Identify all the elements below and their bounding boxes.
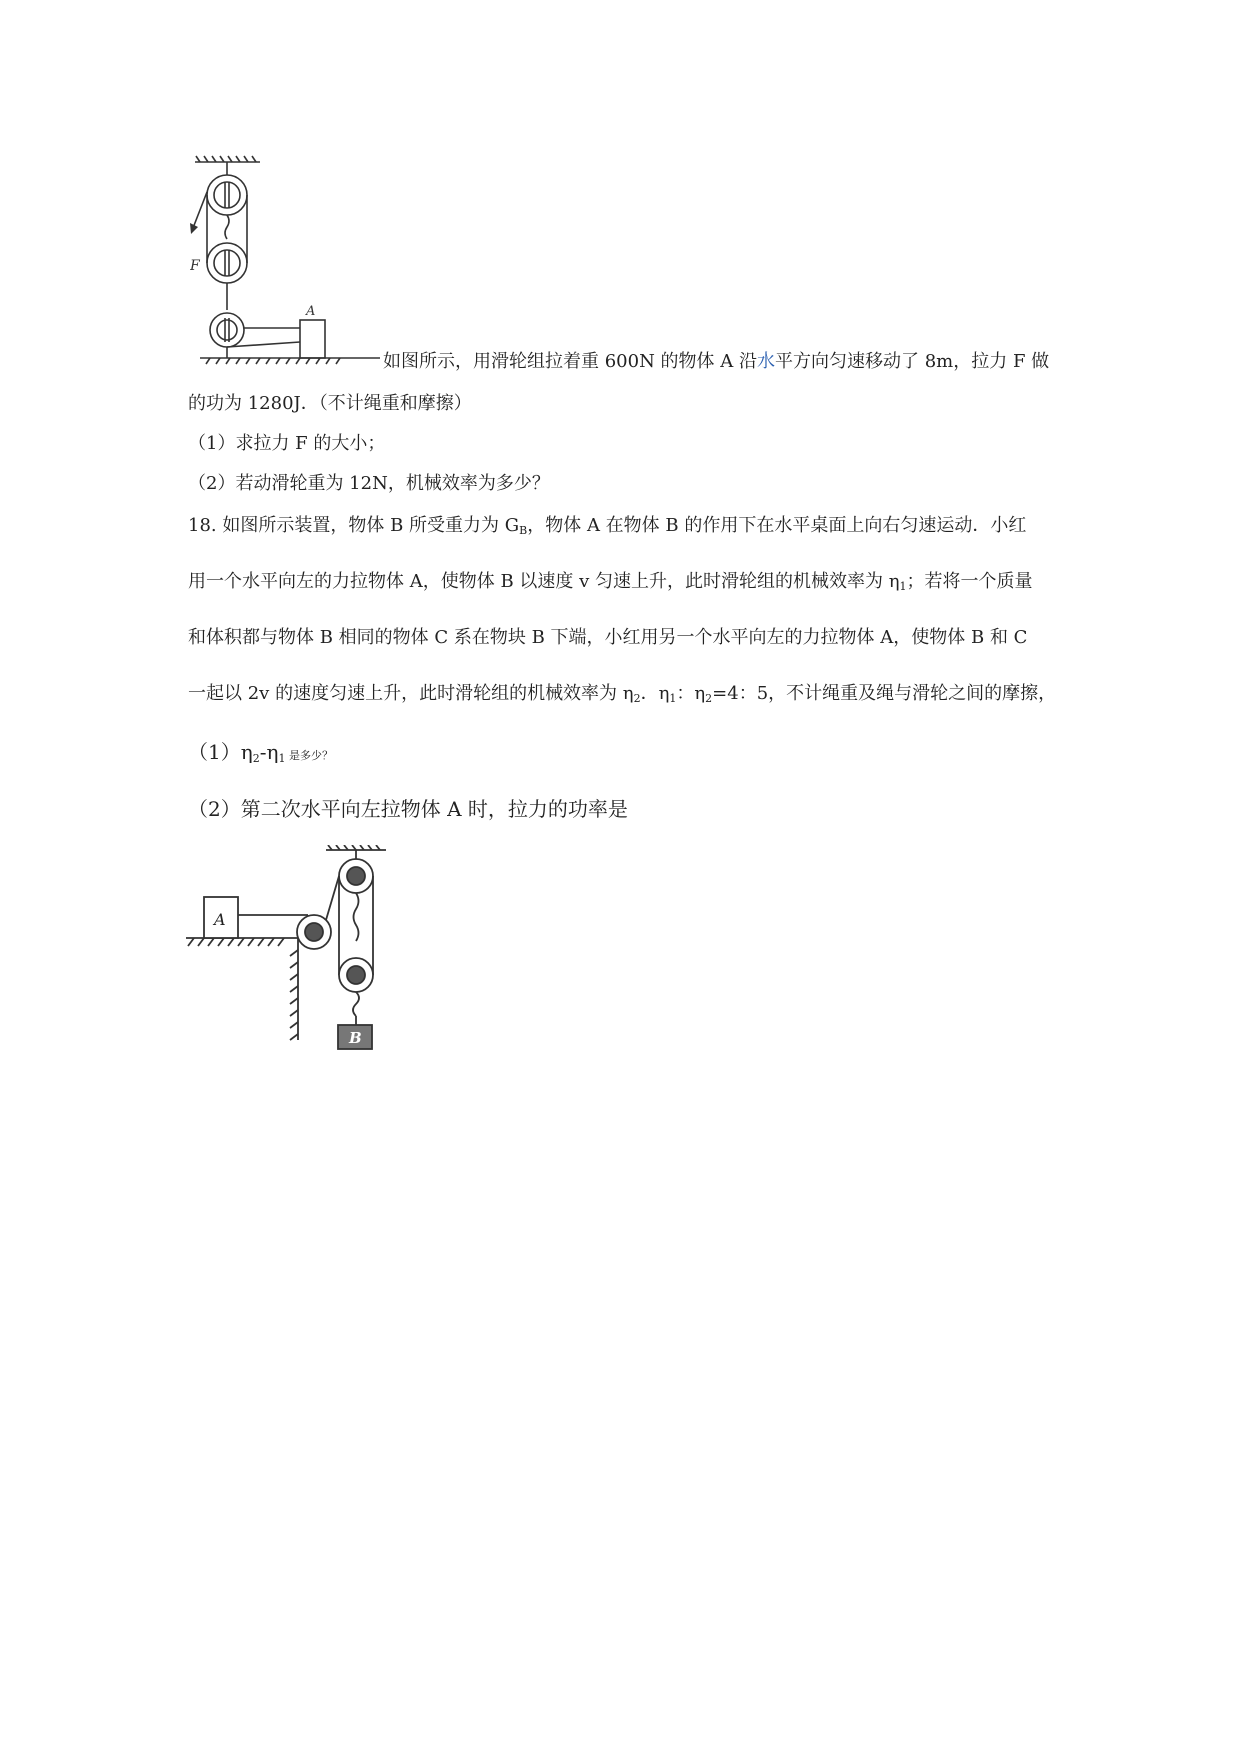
label-b: B (349, 1029, 362, 1047)
problem17-line1: 如图所示，用滑轮组拉着重 600N 的物体 A 沿水平方向匀速移动了 8m，拉力 F 做 (383, 351, 1050, 372)
problem18-line4: 一起以 2v 的速度匀速上升，此时滑轮组的机械效率为 $\eta_2$．$\eta_1$：$\eta_2=4$：5，不计绳重及绳与滑轮之间的摩擦， (188, 683, 1057, 705)
problem18-line3: 和体积都与物体 B 相同的物体 C 系在物块 B 下端，小红用另一个水平向左的力拉物体 A，使物体 B 和 C (188, 627, 1028, 648)
pulley-figure-2 (186, 845, 416, 1070)
problem18-question2: （2）第二次水平向左拉物体 A 时，拉力的功率是 (188, 797, 628, 821)
pulley-figure-1 (190, 150, 390, 365)
label-a: A (214, 910, 226, 929)
problem18-line2: 用一个水平向左的力拉物体 A，使物体 B 以速度 v 匀速上升，此时滑轮组的机械效率为 $\eta_1$；若将一个质量 (188, 571, 1033, 593)
problem17-question1: （1）求拉力 F 的大小； (188, 433, 386, 454)
label-a: A (306, 304, 316, 319)
problem18-question1: $(1)\eta_2-\eta_1$ 是多少？ (188, 740, 333, 765)
problem17-question2: （2）若动滑轮重为 12N，机械效率为多少？ (188, 473, 550, 494)
problem18-line1: 18. 如图所示装置，物体 B 所受重力为 $G_B$，物体 A 在物体 B 的作用下在水平桌面上向右匀速运动．小红 (188, 515, 1027, 537)
problem17-line2: 的功为 1280J．（不计绳重和摩擦） (188, 393, 472, 414)
label-f: F (190, 258, 200, 274)
